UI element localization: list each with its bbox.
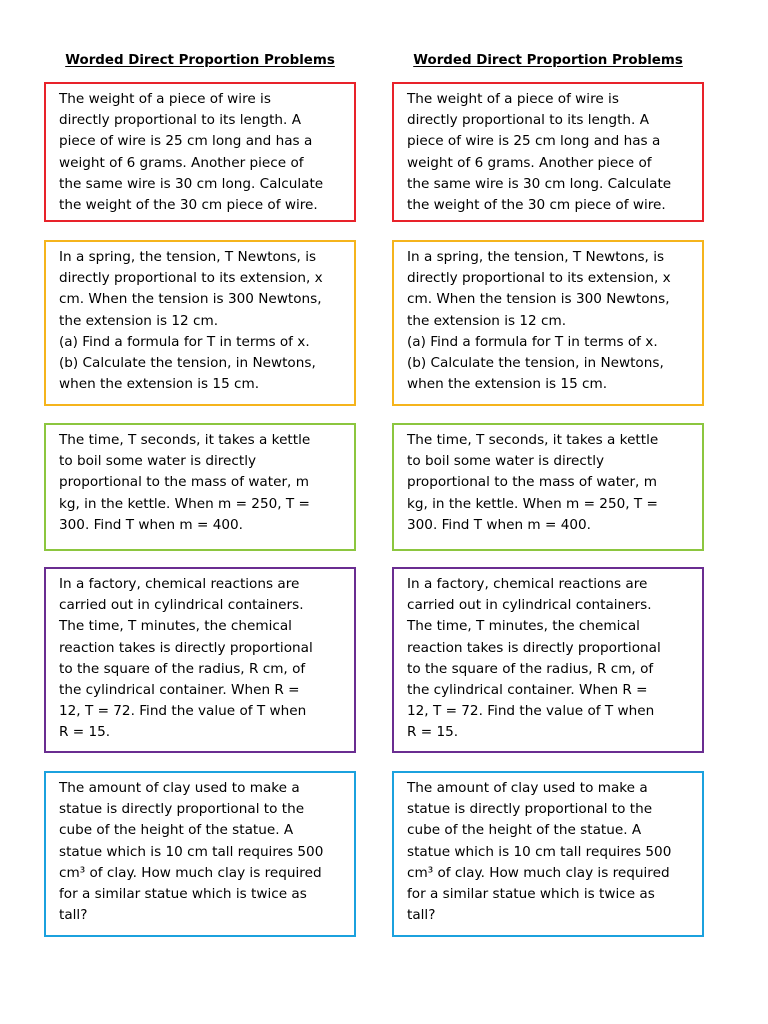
problem-text-line: The time, T seconds, it takes a kettle bbox=[59, 432, 311, 448]
problem-text-line: the cylindrical container. When R = bbox=[407, 682, 648, 699]
problem-text-line: The weight of a piece of wire is bbox=[407, 91, 619, 107]
problem-text-line: proportional to the mass of water, m bbox=[59, 474, 309, 491]
problem-text-line: kg, in the kettle. When m = 250, T = bbox=[407, 495, 658, 512]
problem-text-line: to the square of the radius, R cm, of bbox=[59, 660, 306, 677]
problem-text-line: the cylindrical container. When R = bbox=[59, 682, 300, 699]
problem-text-line: the extension is 12 cm. bbox=[59, 312, 219, 329]
problem-text-line: R = 15. bbox=[59, 724, 111, 741]
problem-card-3-right bbox=[392, 423, 704, 551]
problem-text-line: reaction takes is directly proportional bbox=[59, 639, 313, 656]
problem-text-line: The time, T minutes, the chemical bbox=[59, 618, 292, 635]
problem-text-line: The time, T seconds, it takes a kettle bbox=[407, 432, 659, 448]
problem-text-line: cube of the height of the statue. A bbox=[407, 822, 642, 839]
problem-text-line: (b) Calculate the tension, in Newtons, bbox=[59, 355, 316, 372]
problem-text-line: In a factory, chemical reactions are bbox=[407, 576, 648, 592]
problem-text-line: directly proportional to its length. A bbox=[59, 112, 301, 129]
problem-text-line: the extension is 12 cm. bbox=[407, 312, 567, 329]
problem-text-line: The amount of clay used to make a bbox=[59, 780, 300, 796]
problem-text-line: carried out in cylindrical containers. bbox=[59, 597, 304, 614]
problem-card-5-left bbox=[44, 771, 356, 937]
problem-text-line: piece of wire is 25 cm long and has a bbox=[59, 133, 313, 150]
problem-text-line: proportional to the mass of water, m bbox=[407, 474, 657, 491]
problem-text-line: the same wire is 30 cm long. Calculate bbox=[407, 175, 672, 192]
problem-card-5-right bbox=[392, 771, 704, 937]
problem-text-line: directly proportional to its extension, x bbox=[407, 270, 671, 287]
problem-card-1-right bbox=[392, 82, 704, 222]
problem-text-line: cube of the height of the statue. A bbox=[59, 822, 294, 839]
problem-text-line: reaction takes is directly proportional bbox=[407, 639, 661, 656]
problem-text-line: statue is directly proportional to the bbox=[59, 801, 305, 818]
problem-text-line: directly proportional to its length. A bbox=[407, 112, 649, 129]
problem-card-2-right bbox=[392, 240, 704, 406]
problem-text-line: 12, T = 72. Find the value of T when bbox=[407, 703, 655, 720]
problem-text-line: weight of 6 grams. Another piece of bbox=[59, 154, 304, 171]
problem-text-line: kg, in the kettle. When m = 250, T = bbox=[59, 495, 310, 512]
problem-text-line: 12, T = 72. Find the value of T when bbox=[59, 703, 307, 720]
problem-text-line: (a) Find a formula for T in terms of x. bbox=[407, 333, 658, 350]
problem-text-line: the weight of the 30 cm piece of wire. bbox=[59, 197, 318, 214]
problem-text-line: statue is directly proportional to the bbox=[407, 801, 653, 818]
problem-text-line: to boil some water is directly bbox=[59, 453, 257, 470]
problem-text-line: carried out in cylindrical containers. bbox=[407, 597, 652, 614]
problem-text-line: tall? bbox=[59, 907, 88, 924]
problem-text-line: In a factory, chemical reactions are bbox=[59, 576, 300, 592]
problem-card-3-left bbox=[44, 423, 356, 551]
problem-card-1-left bbox=[44, 82, 356, 222]
problem-text-line: The weight of a piece of wire is bbox=[59, 91, 271, 107]
problem-text-line: the same wire is 30 cm long. Calculate bbox=[59, 175, 324, 192]
problem-text-line: weight of 6 grams. Another piece of bbox=[407, 154, 652, 171]
problem-text-line: to the square of the radius, R cm, of bbox=[407, 660, 654, 677]
problem-text-line: for a similar statue which is twice as bbox=[59, 886, 307, 903]
problem-card-2-left bbox=[44, 240, 356, 406]
problem-text-line: piece of wire is 25 cm long and has a bbox=[407, 133, 661, 150]
problem-text-line: for a similar statue which is twice as bbox=[407, 886, 655, 903]
worksheet-title-right: Worded Direct Proportion Problems bbox=[413, 53, 683, 68]
problem-text-line: cm. When the tension is 300 Newtons, bbox=[407, 291, 670, 308]
problem-text-line: cm³ of clay. How much clay is required bbox=[59, 864, 322, 881]
problem-text-line: when the extension is 15 cm. bbox=[59, 376, 260, 393]
problem-card-4-right bbox=[392, 567, 704, 753]
problem-text-line: statue which is 10 cm tall requires 500 bbox=[59, 843, 324, 860]
problem-text-line: cm. When the tension is 300 Newtons, bbox=[59, 291, 322, 308]
problem-text-line: when the extension is 15 cm. bbox=[407, 376, 608, 393]
problem-text-line: cm³ of clay. How much clay is required bbox=[407, 864, 670, 881]
problem-text-line: In a spring, the tension, T Newtons, is bbox=[407, 249, 665, 265]
problem-text-line: 300. Find T when m = 400. bbox=[407, 516, 591, 533]
problem-text-line: the weight of the 30 cm piece of wire. bbox=[407, 197, 666, 214]
worksheet-title-left: Worded Direct Proportion Problems bbox=[65, 53, 335, 68]
problem-text-line: 300. Find T when m = 400. bbox=[59, 516, 243, 533]
problem-text-line: statue which is 10 cm tall requires 500 bbox=[407, 843, 672, 860]
problem-text-line: directly proportional to its extension, x bbox=[59, 270, 323, 287]
problem-text-line: The time, T minutes, the chemical bbox=[407, 618, 640, 635]
problem-text-line: In a spring, the tension, T Newtons, is bbox=[59, 249, 317, 265]
problem-text-line: (b) Calculate the tension, in Newtons, bbox=[407, 355, 664, 372]
problem-text-line: tall? bbox=[407, 907, 436, 924]
problem-text-line: (a) Find a formula for T in terms of x. bbox=[59, 333, 310, 350]
problem-text-line: The amount of clay used to make a bbox=[407, 780, 648, 796]
problem-text-line: to boil some water is directly bbox=[407, 453, 605, 470]
problem-text-line: R = 15. bbox=[407, 724, 459, 741]
problem-card-4-left bbox=[44, 567, 356, 753]
